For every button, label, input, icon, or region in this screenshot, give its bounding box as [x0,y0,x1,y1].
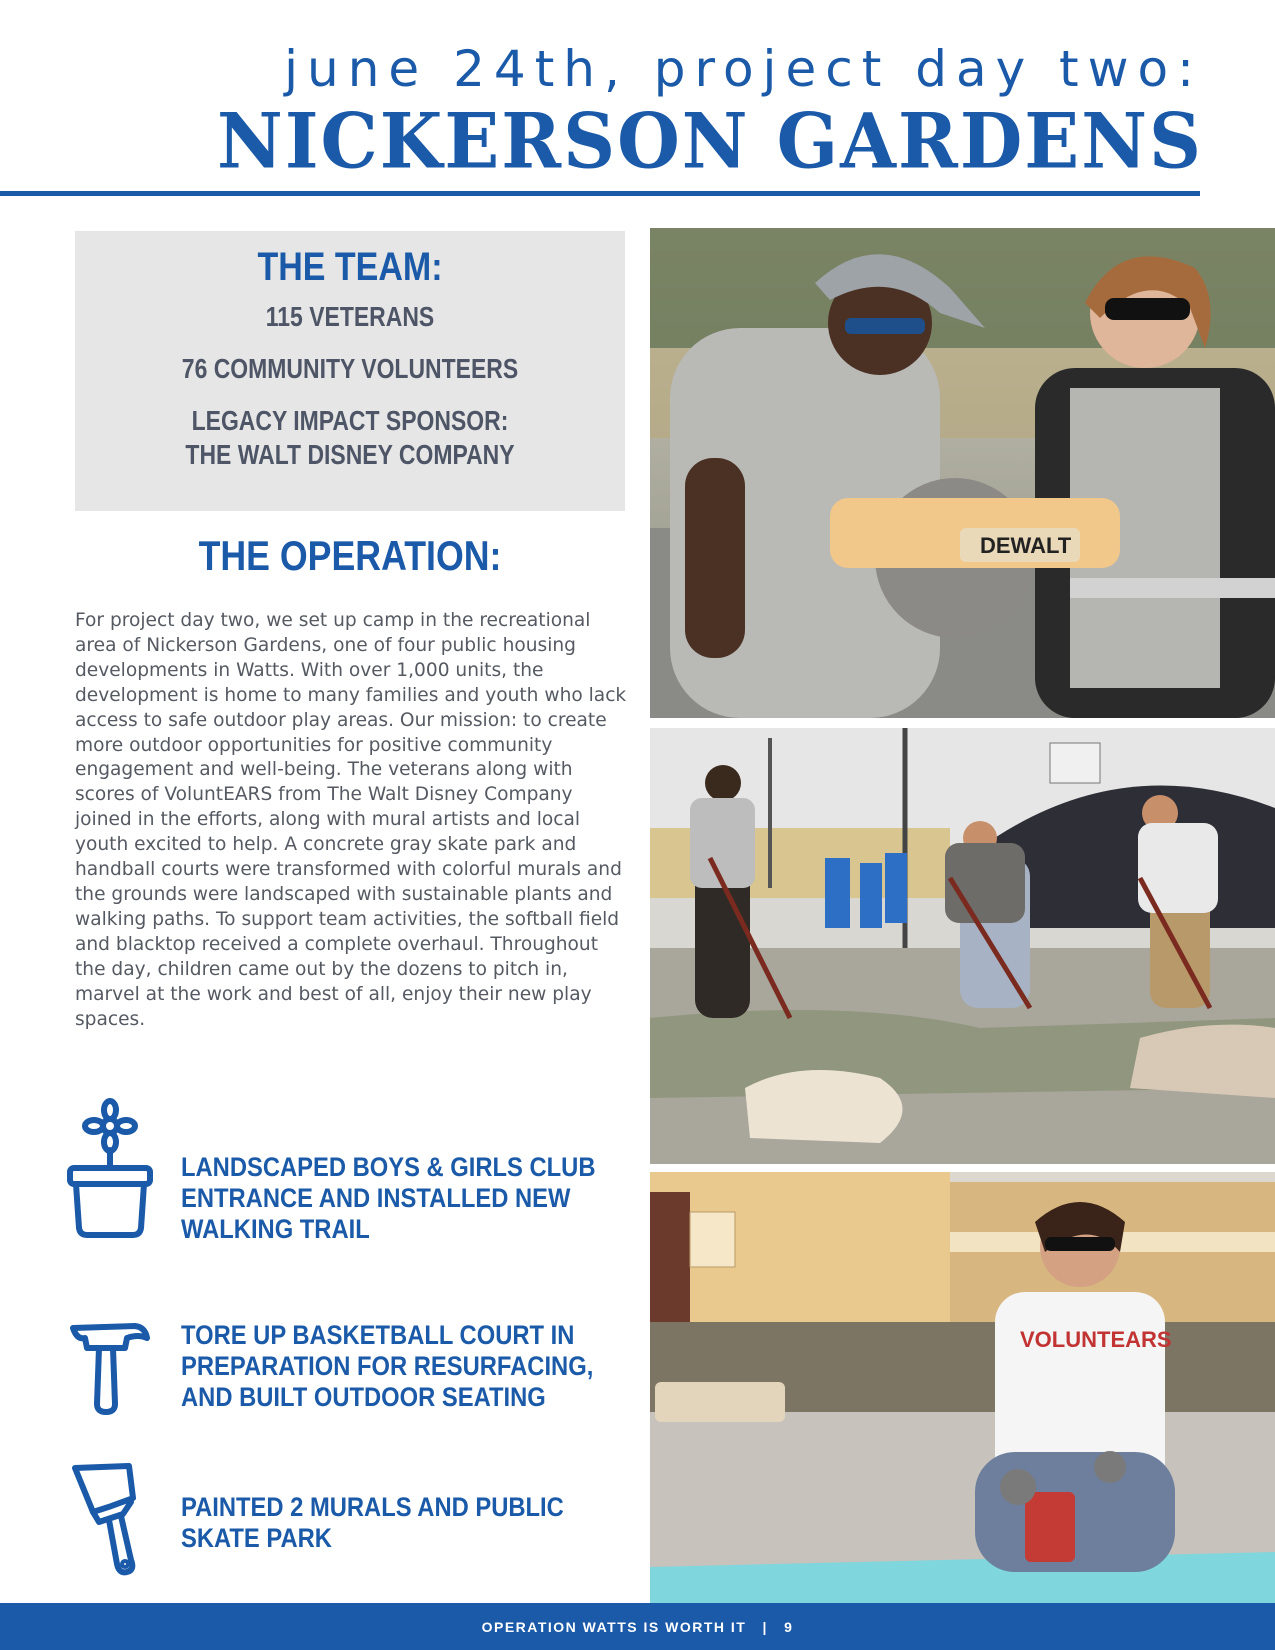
operation-body: For project day two, we set up camp in the recreational area of Nickerson Gardens, one of four public housing developments in Watts. With over 1,000 units, the development is home to many families and youth who lack access to safe outdoor play areas. Our mission: to create more outdoor opportunities for positive community engagement and well-being. The veterans along with scores of VoluntEARS from The Walt Disney Company joined in the efforts, along with mural artists and local youth excited to help. A concrete gray skate park and handball courts were transformed with colorful murals and the grounds were landscaped with sustainable plants and walking paths. To support team activities, the softball field and blacktop received a complete overhaul. Throughout the day, children came out by the dozens to pitch in, marvel at the work and best of all, enjoy their new play spaces. [75,610,627,1030]
photo-court-demolition [650,728,1275,1164]
hammer-icon [65,1318,155,1423]
footer-text: OPERATION WATTS IS WORTH IT | 9 [481,1618,794,1635]
header-subtitle: june 24th, project day two: [284,40,1203,98]
team-volunteers: 76 COMMUNITY VOLUNTEERS [181,353,519,384]
team-sponsor-label: LEGACY IMPACT SPONSOR: [191,405,509,436]
team-title: THE TEAM: [257,245,443,289]
feature-murals-text: PAINTED 2 MURALS AND PUBLIC SKATE PARK [181,1492,564,1553]
team-box [75,231,625,511]
photo1-brand-label: DEWALT [980,533,1072,558]
team-sponsor-name: THE WALT DISNEY COMPANY [185,439,515,470]
photo-volunteer-painting [650,1172,1275,1603]
flower-pot-icon [65,1098,155,1247]
paintbrush-icon [65,1462,155,1585]
page-footer [0,1603,1275,1650]
photo-miter-saw [650,228,1275,718]
page-title: NICKERSON GARDENS [217,95,1203,186]
photo3-shirt-label: VOLUNTEARS [1020,1327,1172,1352]
feature-landscaping-text: LANDSCAPED BOYS & GIRLS CLUB ENTRANCE AND INSTALLED NEW WALKING TRAIL [181,1152,596,1244]
operation-title: THE OPERATION: [198,532,502,579]
feature-basketball-court-text: TORE UP BASKETBALL COURT IN PREPARATION FOR RESURFACING, AND BUILT OUTDOOR SEATING [181,1320,594,1412]
header-divider [0,191,1200,196]
team-veterans: 115 VETERANS [265,301,435,332]
